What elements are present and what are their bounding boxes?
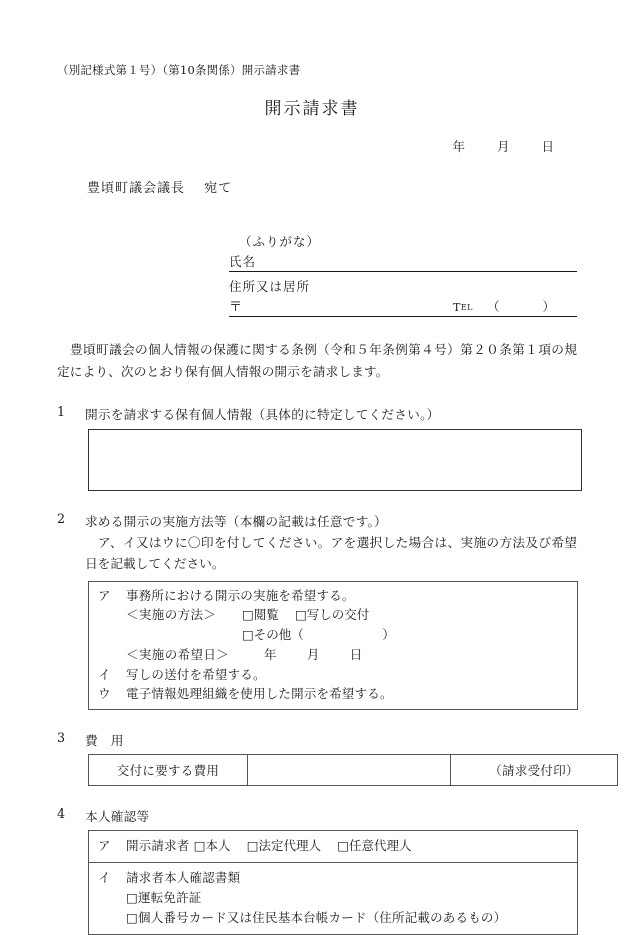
receipt-stamp-cell: （請求受付印）	[451, 755, 618, 786]
other-paren-close: ）	[382, 627, 395, 643]
section-1-heading	[57, 404, 577, 423]
section-3-heading	[57, 730, 577, 749]
section-1-number: 1	[57, 403, 66, 419]
address-label: 住所又は居所	[229, 279, 311, 295]
option-a-row[interactable]	[89, 586, 577, 606]
requester-type-row	[98, 836, 577, 856]
checkbox-my-number-card[interactable]: □個人番号カード又は住民基本台帳カード（住所記載のあるもの）	[126, 910, 507, 926]
method-checkbox-group-2	[242, 625, 395, 645]
section-3	[57, 730, 577, 786]
lead-paragraph: 豊頃町議会の個人情報の保護に関する条例（令和５年条例第４号）第２０条第１項の規定により、次のとおり保有個人情報の開示を請求します。	[57, 342, 577, 380]
cost-value-cell[interactable]	[248, 755, 451, 786]
cost-label-cell: 交付に要する費用	[89, 755, 248, 786]
table-row	[89, 755, 618, 786]
date-month-label: 月	[496, 139, 511, 155]
requester-type-mark: ア	[98, 838, 111, 854]
method-checkbox-group-1	[242, 605, 369, 625]
checkbox-browse[interactable]: □閲覧	[242, 607, 279, 623]
identity-documents-cell	[89, 863, 578, 935]
method-other-row	[89, 625, 577, 645]
page-title: 開示請求書	[264, 99, 360, 120]
disclosure-method-box	[88, 581, 578, 711]
section-2	[57, 511, 577, 711]
requester-type-content	[126, 836, 412, 856]
checkbox-other[interactable]: □その他（	[242, 627, 304, 643]
postal-tel-row[interactable]	[229, 296, 577, 317]
postal-mark-icon: 〒	[229, 300, 243, 316]
section-1-box-wrapper	[57, 429, 577, 491]
section-2-box-wrapper	[57, 581, 577, 711]
wish-day-label: 日	[349, 646, 363, 662]
wish-date-label: ＜実施の希望日＞	[126, 646, 230, 662]
date-entry-line	[57, 137, 577, 155]
tel-input[interactable]: （ ）	[486, 299, 561, 315]
checkbox-legal-representative[interactable]: □法定代理人	[246, 838, 322, 854]
date-year-label: 年	[452, 139, 466, 155]
date-day-label: 日	[541, 139, 555, 155]
requester-type-label: 開示請求者	[126, 838, 190, 854]
section-4-heading	[57, 806, 577, 825]
wish-year-label: 年	[264, 646, 277, 662]
method-label: ＜実施の方法＞	[126, 607, 217, 623]
method-label-row	[89, 605, 577, 625]
checkbox-copy-delivery[interactable]: □写しの交付	[295, 607, 370, 623]
name-label: 氏名	[229, 254, 257, 270]
wish-date-row	[89, 645, 577, 665]
option-i-text: 写しの送付を希望する。	[126, 666, 266, 682]
form-code-line: （別記様式第１号）（第10条関係）開示請求書	[57, 63, 301, 77]
table-row	[89, 831, 578, 863]
option-i-mark: イ	[98, 666, 111, 682]
addressee-line	[57, 177, 577, 196]
section-2-heading	[57, 511, 577, 530]
tel-field[interactable]	[453, 297, 577, 316]
checkbox-voluntary-representative[interactable]: □任意代理人	[337, 838, 412, 854]
section-4	[57, 806, 577, 935]
form-sheet	[57, 62, 577, 935]
cost-table	[88, 754, 618, 786]
wish-date-fields[interactable]	[242, 645, 362, 665]
option-i-row[interactable]	[89, 665, 577, 685]
applicant-block	[57, 232, 577, 317]
table-row	[89, 863, 578, 935]
section-2-title: 求める開示の実施方法等（本欄の記載は任意です。）	[85, 513, 387, 529]
identity-table	[88, 830, 578, 935]
option-a-mark: ア	[98, 587, 111, 603]
option-u-row[interactable]	[89, 684, 577, 704]
addressee-suffix: 宛て	[204, 181, 233, 197]
wish-month-label: 月	[306, 646, 320, 662]
option-u-mark: ウ	[98, 686, 111, 702]
section-1	[57, 404, 577, 491]
identity-documents-label: 請求者本人確認書類	[126, 870, 241, 886]
section-4-title: 本人確認等	[85, 809, 150, 825]
name-field-row[interactable]	[229, 252, 577, 272]
identity-documents-mark: イ	[98, 870, 111, 886]
checkbox-drivers-license[interactable]: □運転免許証	[126, 890, 202, 906]
checkbox-self[interactable]: □本人	[193, 838, 231, 854]
option-a-text: 事務所における開示の実施を希望する。	[126, 587, 355, 603]
method-label-spacer	[126, 625, 242, 645]
identity-documents-row	[98, 868, 577, 888]
section-1-title: 開示を請求する保有個人情報（具体的に特定してください。）	[85, 406, 440, 422]
option-u-text: 電子情報処理組織を使用した開示を希望する。	[126, 686, 393, 702]
section-3-number: 3	[57, 730, 66, 746]
section-2-number: 2	[57, 510, 66, 526]
requested-info-textarea[interactable]	[88, 429, 582, 491]
tel-label: TEL	[452, 301, 473, 315]
section-2-instruction: ア、イ又はウに〇印を付してください。アを選択した場合は、実施の方法及び希望日を記載してください。	[85, 534, 577, 572]
section-3-title: 費 用	[85, 733, 124, 749]
requester-type-cell	[89, 831, 578, 863]
section-4-number: 4	[57, 806, 66, 822]
addressee-name: 豊頃町議会議長	[87, 181, 186, 197]
furigana-label: （ふりがな）	[239, 234, 321, 250]
